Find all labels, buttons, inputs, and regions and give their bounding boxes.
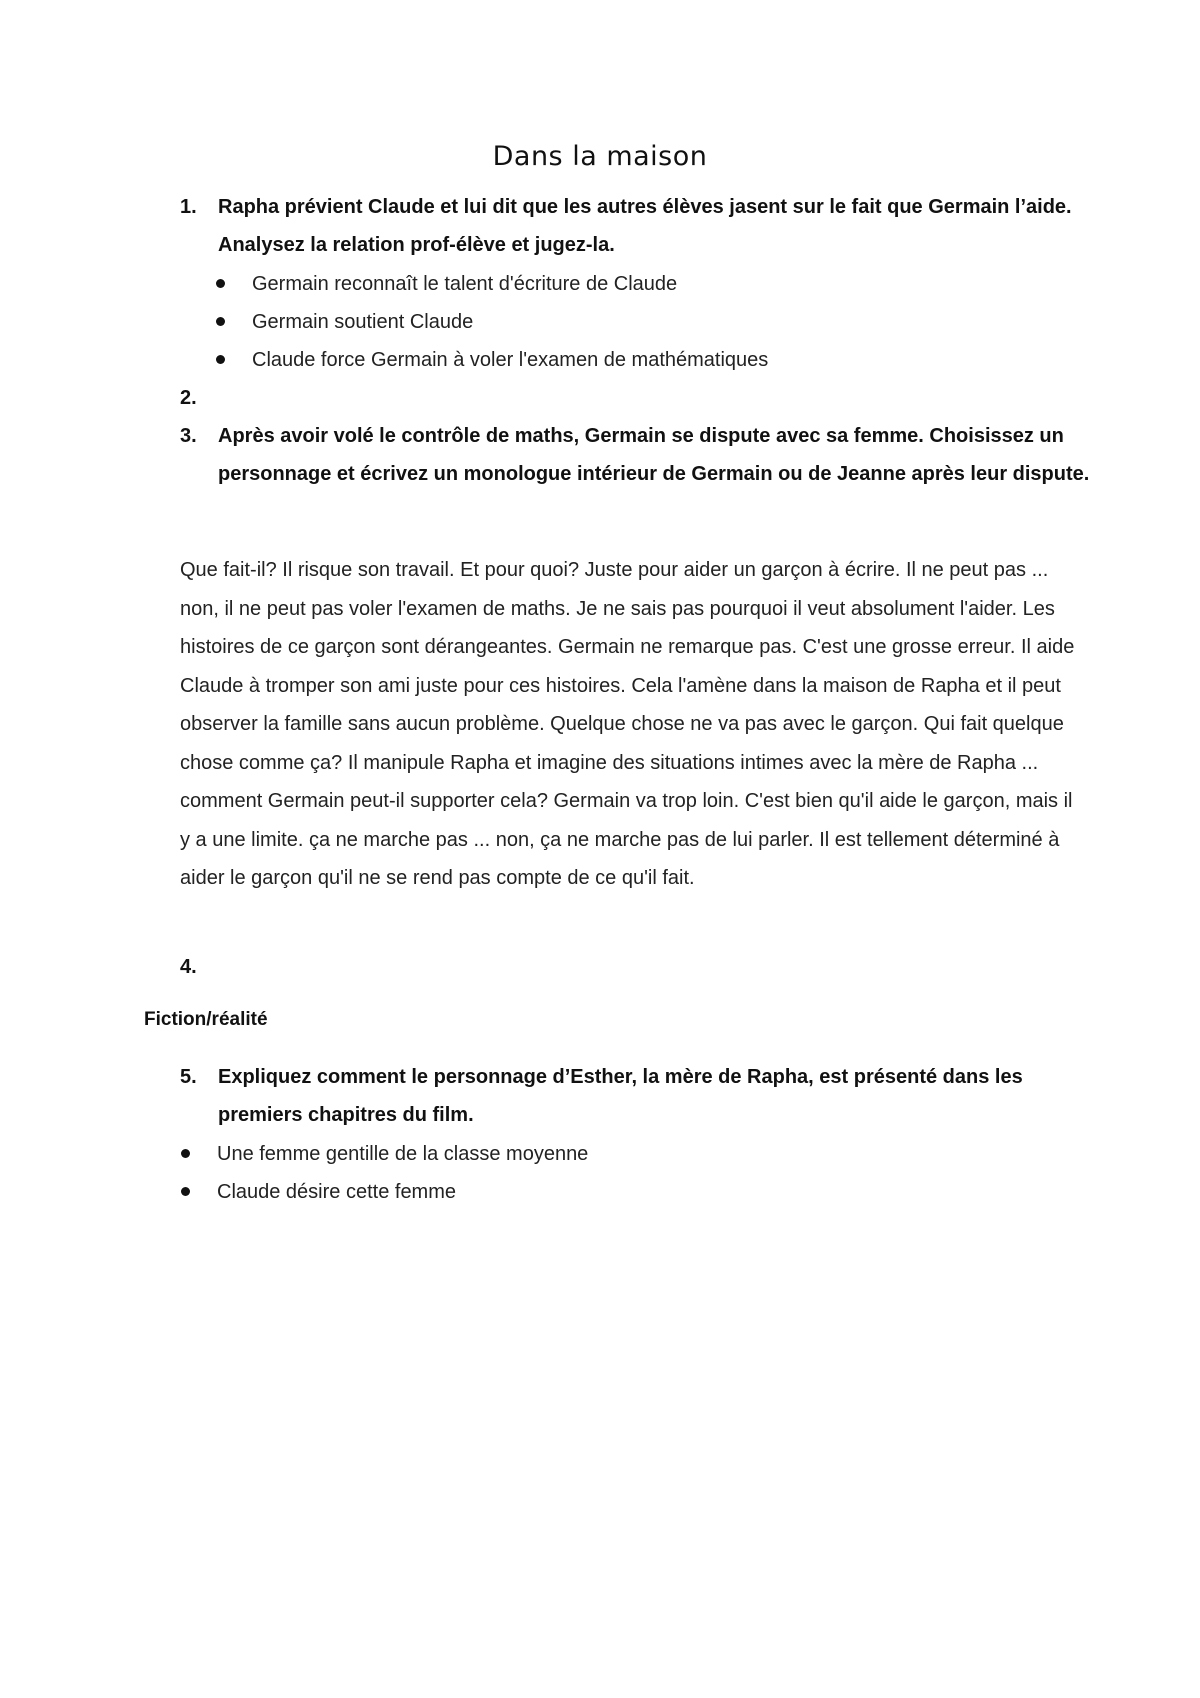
- bullet-icon: [216, 279, 225, 288]
- question-text: Rapha prévient Claude et lui dit que les autres élèves jasent sur le fait que Germain l’aide. Analysez la relation prof-élève et jugez-la.: [218, 196, 1072, 256]
- question-5: [180, 1058, 1120, 1134]
- bullet-icon: [216, 355, 225, 364]
- question-4: [180, 948, 240, 986]
- question-text: Après avoir volé le contrôle de maths, Germain se dispute avec sa femme. Choisissez un personnage et écrivez un monologue intérieur de Germain ou de Jeanne après leur dispute.: [218, 425, 1090, 485]
- question-number: 1.: [180, 196, 197, 218]
- question-number: 4.: [180, 956, 197, 978]
- question-3: [180, 417, 1120, 531]
- list-item-text: Claude force Germain à voler l'examen de mathématiques: [252, 349, 769, 371]
- question-number: 5.: [180, 1066, 197, 1088]
- question-1: [180, 188, 1120, 264]
- question-number: 2.: [180, 387, 197, 409]
- question-2: [180, 379, 240, 417]
- section-heading: Fiction/réalité: [144, 1009, 268, 1030]
- bullet-icon: [216, 317, 225, 326]
- bullet-icon: [181, 1187, 190, 1196]
- question-text: Expliquez comment le personnage d’Esther, la mère de Rapha, est présenté dans les premiers chapitres du film.: [218, 1066, 1023, 1126]
- question-number: 3.: [180, 425, 197, 447]
- bullet-icon: [181, 1149, 190, 1158]
- list-item-text: Germain reconnaît le talent d'écriture de Claude: [252, 273, 678, 295]
- list-item-text: Germain soutient Claude: [252, 311, 474, 333]
- list-item-text: Une femme gentille de la classe moyenne: [217, 1143, 589, 1165]
- list-item-text: Claude désire cette femme: [217, 1181, 457, 1203]
- document-title: Dans la maison: [492, 141, 708, 172]
- monologue-paragraph: Que fait-il? Il risque son travail. Et pour quoi? Juste pour aider un garçon à écrire. Il ne peut pas ... non, il ne peut pas voler l'examen de maths. Je ne sais pas pourquoi il veut absolument l'aider. Les histoires de ce garçon sont dérangeantes. Germain ne remarque pas. C'est une grosse erreur. Il aide Claude à tromper son ami juste pour ces histoires. Cela l'amène dans la maison de Rapha et il peut observer la famille sans aucun problème. Quelque chose ne va pas avec le garçon. Qui fait quelque chose comme ça? Il manipule Rapha et imagine des situations intimes avec la mère de Rapha ... comment Germain peut-il supporter cela? Germain va trop loin. C'est bien qu'il aide le garçon, mais il y a une limite. ça ne marche pas ... non, ça ne marche pas de lui parler. Il est tellement déterminé à aider le garçon qu'il ne se rend pas compte de ce qu'il fait.: [180, 559, 1075, 889]
